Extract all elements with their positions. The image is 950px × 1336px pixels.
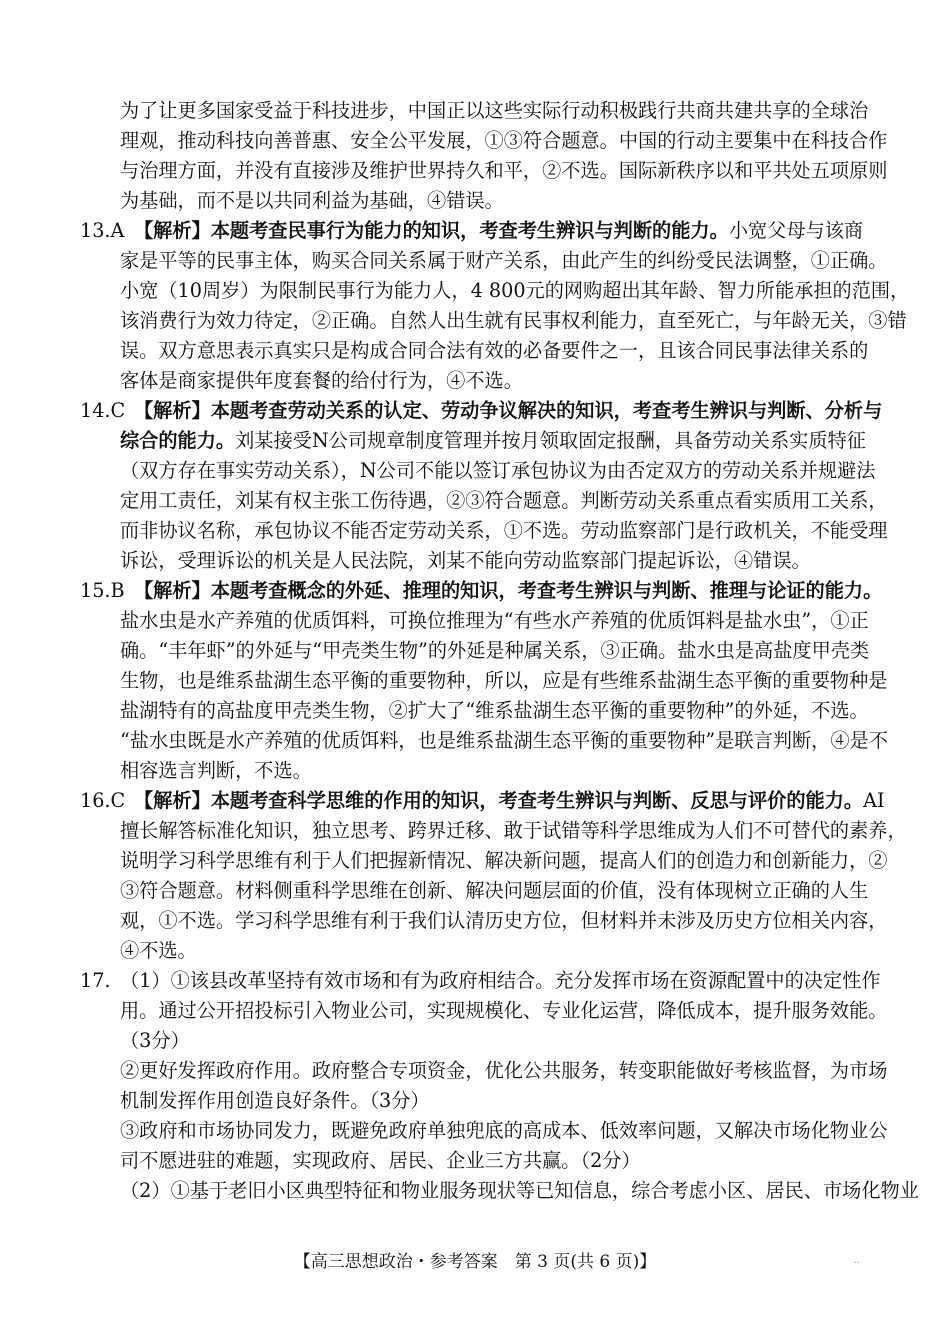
q12-continuation <box>80 96 888 216</box>
text-line: 盐湖特有的高盐度甲壳类生物，②扩大了“维系盐湖生态平衡的重要物种”的外延，不选。 <box>120 699 869 722</box>
text-line: 为了让更多国家受益于科技进步，中国正以这些实际行动积极践行共商共建共享的全球治 <box>120 99 869 122</box>
analysis-tag: 【解析】 <box>134 579 211 602</box>
text-line: 与治理方面，并没有直接涉及维护世界持久和平，②不选。国际新秩序以和平共处五项原则 <box>120 159 888 182</box>
analysis-tag: 【解析】 <box>134 789 211 812</box>
text-line: 相容选言判断，不选。 <box>120 759 312 782</box>
text-line: ③政府和市场协同发力，既避免政府单独兜底的高成本、低效率问题，又解决市场化物业公 <box>120 1119 888 1142</box>
text-line: ③符合题意。材料侧重科学思维在创新、解决问题层面的价值，没有体现树立正确的人生 <box>120 879 869 902</box>
question-15 <box>80 576 888 786</box>
text-line: 小宽（10周岁）为限制民事行为能力人，4 800元的网购超出其年龄、智力所能承担的范围， <box>120 279 910 302</box>
analysis-summary: 本题考查科学思维的作用的知识，考查考生辨识与判断、反思与评价的能力。 <box>210 789 864 812</box>
page-footer: 【高三思想政治・参考答案 第 3 页(共 6 页)】 <box>293 1252 657 1272</box>
text-line: 家是平等的民事主体，购买合同关系属于财产关系，由此产生的纠纷受民法调整，①正确。 <box>120 249 888 272</box>
text-line: 生物，也是维系盐湖生态平衡的重要物种，所以，应是有些维系盐湖生态平衡的重要物种是 <box>120 669 888 692</box>
analysis-summary: 本题考查民事行为能力的知识，考查考生辨识与判断的能力。 <box>210 219 729 242</box>
text-line: “盐水虫既是水产养殖的优质饵料，也是维系盐湖生态平衡的重要物种”是联言判断，④是不 <box>120 729 888 752</box>
text-line: 为基础，而不是以共同利益为基础，④错误。 <box>120 189 504 212</box>
text-line: 定用工责任，刘某有权主张工伤待遇，②③符合题意。判断劳动关系重点看实质用工关系， <box>120 489 888 512</box>
text-line: 说明学习科学思维有利于人们把握新情况、解决新问题，提高人们的创造力和创新能力，② <box>120 849 888 872</box>
text-line: 该消费行为效力待定，②正确。自然人出生就有民事权利能力，直至死亡，与年龄无关，③错 <box>120 309 907 332</box>
question-number: 15.B <box>80 579 125 602</box>
text-line: 综合的能力。刘某接受N公司规章制度管理并按月领取固定报酬，具备劳动关系实质特征 <box>120 429 866 452</box>
question-16: 16.C 【解析】本题考查科学思维的作用的知识，考查考生辨识与判断、反思与评价的能力。AI 擅长解答标准化知识，独立思考、跨界迁移、敢于试错等科学思维成为人们不可替代的素养， 说明学习科学思维有利于人们把握新情况、解决新问题，提高人们的创造力和创新能力，② ③符合题意。材料侧重科学思维在创新、解决问题层面的价值，没有体现树立正确的人生 观，①不选。学习科学思维有利于我们认清历史方位，但材料并未涉及历史方位相关内容， ④不选。 <box>80 786 860 966</box>
question-17 <box>80 966 919 1206</box>
text-line: （双方存在事实劳动关系），N公司不能以签订承包协议为由否定双方的劳动关系并规避法 <box>120 459 876 482</box>
text-line: （1）①该县改革坚持有效市场和有为政府相结合。充分发挥市场在资源配置中的决定性作 <box>120 969 881 992</box>
text-line: 客体是商家提供年度套餐的给付行为，④不选。 <box>120 369 523 392</box>
question-number: 17. <box>80 969 111 992</box>
question-number: 14.C <box>80 399 126 422</box>
analysis-tag: 【解析】 <box>134 219 211 242</box>
question-number: 16.C <box>80 789 126 812</box>
question-13: 13.A 【解析】本题考查民事行为能力的知识，考查考生辨识与判断的能力。小宽父母与该商 家是平等的民事主体，购买合同关系属于财产关系，由此产生的纠纷受民法调整，①正确。 小宽（10周岁）为限制民事行为能力人，4 800元的网购超出其年龄、智力所能承担的范围， 该消费行为效力待定，②正确。自然人出生就有民事权利能力，直至死亡，与年龄无关，③错 误。双方意思表示真实只是构成合同合法有效的必备要件之一，且该合同民事法律关系的 客体是商家提供年度套餐的给付行为，④不选。 <box>80 216 860 396</box>
text-line: 擅长解答标准化知识，独立思考、跨界迁移、敢于试错等科学思维成为人们不可替代的素养， <box>120 819 907 842</box>
text-line: 确。“丰年虾”的外延与“甲壳类生物”的外延是种属关系，③正确。盐水虫是高盐度甲壳类 <box>120 639 870 662</box>
analysis-summary: 本题考查概念的外延、推理的知识，考查考生辨识与判断、推理与论证的能力。 <box>210 579 883 602</box>
text-line: 理观，推动科技向善普惠、安全公平发展，①③符合题意。中国的行动主要集中在科技合作 <box>120 129 888 152</box>
text-line: 机制发挥作用创造良好条件。（3分） <box>120 1089 430 1112</box>
text-line: 而非协议名称，承包协议不能否定劳动关系，①不选。劳动监察部门是行政机关，不能受理 <box>120 519 888 542</box>
text-line: 盐水虫是水产养殖的优质饵料，可换位推理为“有些水产养殖的优质饵料是盐水虫”，①正 <box>120 609 869 632</box>
text-line: ④不选。 <box>120 939 197 962</box>
corner-mark: ·· <box>853 1258 860 1269</box>
analysis-tag: 【解析】 <box>134 399 211 422</box>
text-line: 用。通过公开招投标引入物业公司，实现规模化、专业化运营，降低成本，提升服务效能。 <box>120 999 888 1022</box>
answer-content <box>80 96 919 1206</box>
text-line: 观，①不选。学习科学思维有利于我们认清历史方位，但材料并未涉及历史方位相关内容， <box>120 909 888 932</box>
question-number: 13.A <box>80 219 125 242</box>
text-line: （3分） <box>120 1029 190 1052</box>
text-line: 诉讼，受理诉讼的机关是人民法院，刘某不能向劳动监察部门提起诉讼，④错误。 <box>120 549 811 572</box>
text-line: ②更好发挥政府作用。政府整合专项资金，优化公共服务，转变职能做好考核监督，为市场 <box>120 1059 888 1082</box>
text-line: 误。双方意思表示真实只是构成合同合法有效的必备要件之一，且该合同民事法律关系的 <box>120 339 869 362</box>
question-14 <box>80 396 888 576</box>
analysis-summary: 本题考查劳动关系的认定、劳动争议解决的知识，考查考生辨识与判断、分析与 <box>210 399 883 422</box>
text-line: （2）①基于老旧小区典型特征和物业服务现状等已知信息，综合考虑小区、居民、市场化物业 <box>120 1179 919 1202</box>
text-line: 司不愿进驻的难题，实现政府、居民、企业三方共赢。（2分） <box>120 1149 641 1172</box>
